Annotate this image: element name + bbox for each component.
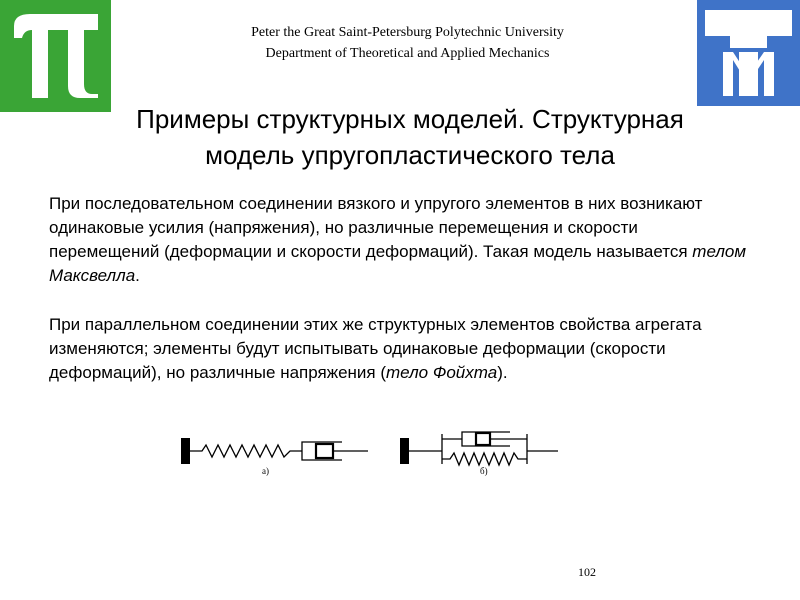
pi-logo-icon [0,0,111,112]
polytech-m-logo-icon [697,0,800,106]
paragraph-maxwell-end: . [135,266,140,285]
structural-models-diagram [180,430,580,490]
slide-title-line-1: Примеры структурных моделей. Структурная [136,104,684,134]
maxwell-model-figure [181,438,368,464]
paragraph-voigt-end: ). [497,363,508,382]
paragraph-maxwell-text: При последовательном соединении вязкого и упругого элементов в них возникают одинаковые усилия (напряжения), но различные перемещения и скорости перемещений (деформации и скорости деформаций). Такая модель называется [49,194,703,261]
voigt-body-term: тело Фойхта [386,363,498,382]
page-number: 102 [578,565,596,579]
model-a-label: а) [262,466,269,476]
maxwell-body-term: телом Максвелла [49,242,747,285]
paragraph-voigt [49,313,749,385]
department-name: Department of Theoretical and Applied Mechanics [265,46,550,61]
voigt-model-figure [400,432,558,465]
model-b-label: б) [480,466,488,476]
slide-title [70,101,750,173]
university-name: Peter the Great Saint-Petersburg Polytechnic University [251,25,564,40]
paragraph-voigt-text: При параллельном соединении этих же структурных элементов свойства агрегата изменяются; элементы будут испытывать одинаковые деформации (скорости деформаций), но различные напряжения ( [49,315,702,382]
slide-title-line-2: модель упругопластического тела [205,140,615,170]
paragraph-maxwell [49,192,749,288]
